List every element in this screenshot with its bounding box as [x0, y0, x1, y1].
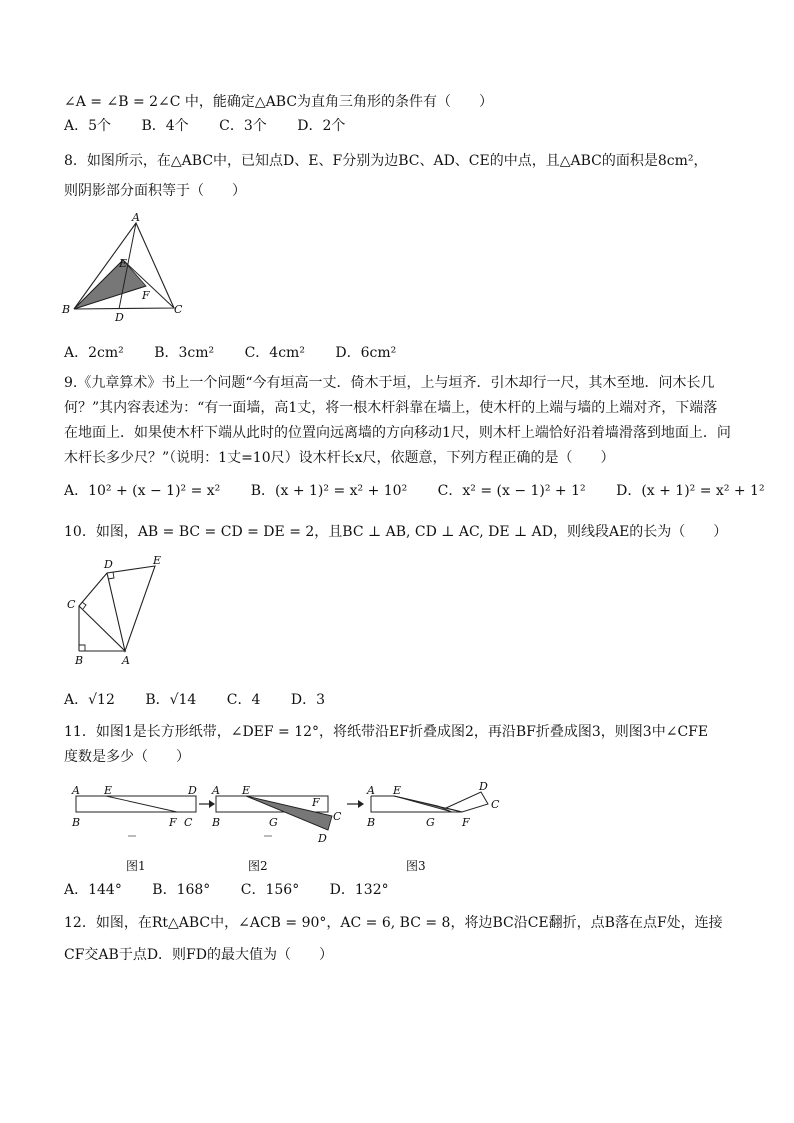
q10-text: 10．如图，AB = BC = CD = DE = 2，且BC ⊥ AB, CD ⊥ AC, DE ⊥ AD，则线段AE的长为（ ） [64, 524, 728, 540]
q8-text-line1: 8．如图所示，在△ABC中，已知点D、E、F分别为边BC、AD、CE的中点，且△ABC的面积是8cm²， [64, 153, 708, 169]
q7-options [64, 116, 371, 136]
q11-f2-label-a: A [212, 784, 220, 797]
q11-paper-strip-figures [66, 780, 510, 876]
q8-shaded-region [74, 260, 146, 309]
q9-text-line3: 在地面上．如果使木杆下端从此时的位置向远离墙的方向移动1尺，则木杆上端恰好沿着墙滑落到地面上．问 [64, 425, 731, 441]
q11-caption-2: 图2 [248, 859, 268, 873]
q11-f1-label-a: A [72, 784, 80, 797]
q8-option-d[interactable]: D．6cm² [335, 345, 397, 361]
q12-text-line1: 12．如图，在Rt△ABC中，∠ACB = 90°，AC = 6, BC = 8，将边BC沿CE翻折，点B落在点F处，连接 [64, 915, 723, 931]
q10-right-angle-b [79, 645, 85, 651]
q11-options [64, 880, 415, 900]
q10-label-a: A [122, 654, 130, 667]
q8-text-line2: 则阴影部分面积等于（ ） [64, 183, 246, 199]
q7-option-b[interactable]: B．4个 [141, 118, 189, 134]
q11-f1-label-f: F [169, 816, 177, 829]
q11-f3-label-a: A [367, 784, 375, 797]
q8-label-a: A [132, 211, 140, 224]
q9-option-a[interactable]: A．10² + (x − 1)² = x² [64, 483, 221, 499]
q11-figure-1 [71, 784, 197, 836]
q10-right-angle-c [82, 602, 86, 609]
q9-text-line4: 木杆长多少尺？”（说明：1丈=10尺）设木杆长x尺，依题意，下列方程正确的是（ ） [64, 450, 615, 466]
q11-text-line1: 11．如图1是长方形纸带，∠DEF = 12°，将纸带沿EF折叠成图2，再沿BF折叠成图3，则图3中∠CFE [64, 724, 709, 740]
q11-arrow-1-icon [199, 800, 215, 808]
q11-f2-label-d: D [318, 832, 327, 845]
q11-option-c[interactable]: C．156° [240, 882, 300, 898]
q8-label-e: E [119, 257, 128, 270]
q11-f1-label-e: E [104, 784, 113, 797]
q10-label-e: E [153, 556, 162, 567]
q11-f3-label-d: D [479, 780, 488, 793]
q12-text-line2: CF交AB于点D．则FD的最大值为（ ） [64, 947, 333, 963]
q11-text-line2: 度数是多少（ ） [64, 749, 190, 765]
q8-option-c[interactable]: C．4cm² [244, 345, 305, 361]
q10-option-b[interactable]: B．√14 [145, 692, 197, 708]
q11-arrow-2-icon [347, 800, 364, 808]
q8-label-f: F [142, 289, 150, 302]
q9-text-line2: 何？”其内容表述为：“有一面墙，高1丈，将一根木杆斜靠在墙上，使木杆的上端与墙的上端对齐，下端落 [64, 400, 718, 416]
q10-label-d: D [104, 558, 113, 571]
q10-option-c[interactable]: C．4 [226, 692, 261, 708]
q11-figure-2 [211, 784, 342, 845]
q11-f2-label-g: G [269, 816, 278, 829]
q11-f1-label-d: D [188, 784, 197, 797]
q11-f3-label-e: E [393, 784, 402, 797]
q7-option-c[interactable]: C．3个 [219, 118, 267, 134]
q10-label-b: B [75, 654, 84, 667]
q11-f3-label-b: B [367, 816, 376, 829]
q8-option-a[interactable]: A．2cm² [64, 345, 124, 361]
q10-options [64, 690, 351, 710]
q9-option-d[interactable]: D．(x + 1)² = x² + 1² [616, 483, 765, 499]
q10-option-d[interactable]: D．3 [290, 692, 326, 708]
q11-option-b[interactable]: B．168° [152, 882, 211, 898]
q7-option-d[interactable]: D．2个 [297, 118, 346, 134]
q7-text: ∠A = ∠B = 2∠C 中，能确定△ABC为直角三角形的条件有（ ） [64, 94, 494, 110]
q11-f1-label-c: C [184, 816, 193, 829]
q8-option-b[interactable]: B．3cm² [154, 345, 215, 361]
q7-option-a[interactable]: A．5个 [64, 118, 112, 134]
q11-caption-1: 图1 [126, 859, 146, 873]
q11-f1-label-b: B [72, 816, 81, 829]
q10-option-a[interactable]: A．√12 [64, 692, 115, 708]
q11-f3-label-g: G [426, 816, 435, 829]
q11-f3-label-c: C [491, 798, 500, 811]
q8-options [64, 343, 422, 363]
q9-option-b[interactable]: B．(x + 1)² = x² + 10² [250, 483, 408, 499]
q11-f3-label-f: F [462, 816, 470, 829]
q9-option-c[interactable]: C．x² = (x − 1)² + 1² [437, 483, 586, 499]
q11-f2-label-b: B [212, 816, 221, 829]
q9-options [64, 481, 791, 501]
q11-f2-label-e: E [242, 784, 251, 797]
q11-caption-3: 图3 [406, 859, 426, 873]
q10-right-triangles-figure [62, 556, 172, 672]
q8-label-d: D [115, 311, 124, 322]
q9-text-line1: 9.《九章算术》书上一个问题“今有垣高一丈．倚木于垣，上与垣齐．引木却行一尺，其木至地．问木长几 [64, 375, 715, 391]
q10-label-c: C [67, 598, 76, 611]
q11-f2-label-f: F [312, 796, 320, 809]
q8-label-b: B [62, 303, 71, 316]
q8-triangle-figure [60, 210, 190, 322]
q8-label-c: C [174, 303, 183, 316]
q11-f2-label-c: C [333, 810, 342, 823]
q11-option-d[interactable]: D．132° [329, 882, 389, 898]
q11-figure-3 [366, 780, 500, 829]
q11-option-a[interactable]: A．144° [64, 882, 122, 898]
